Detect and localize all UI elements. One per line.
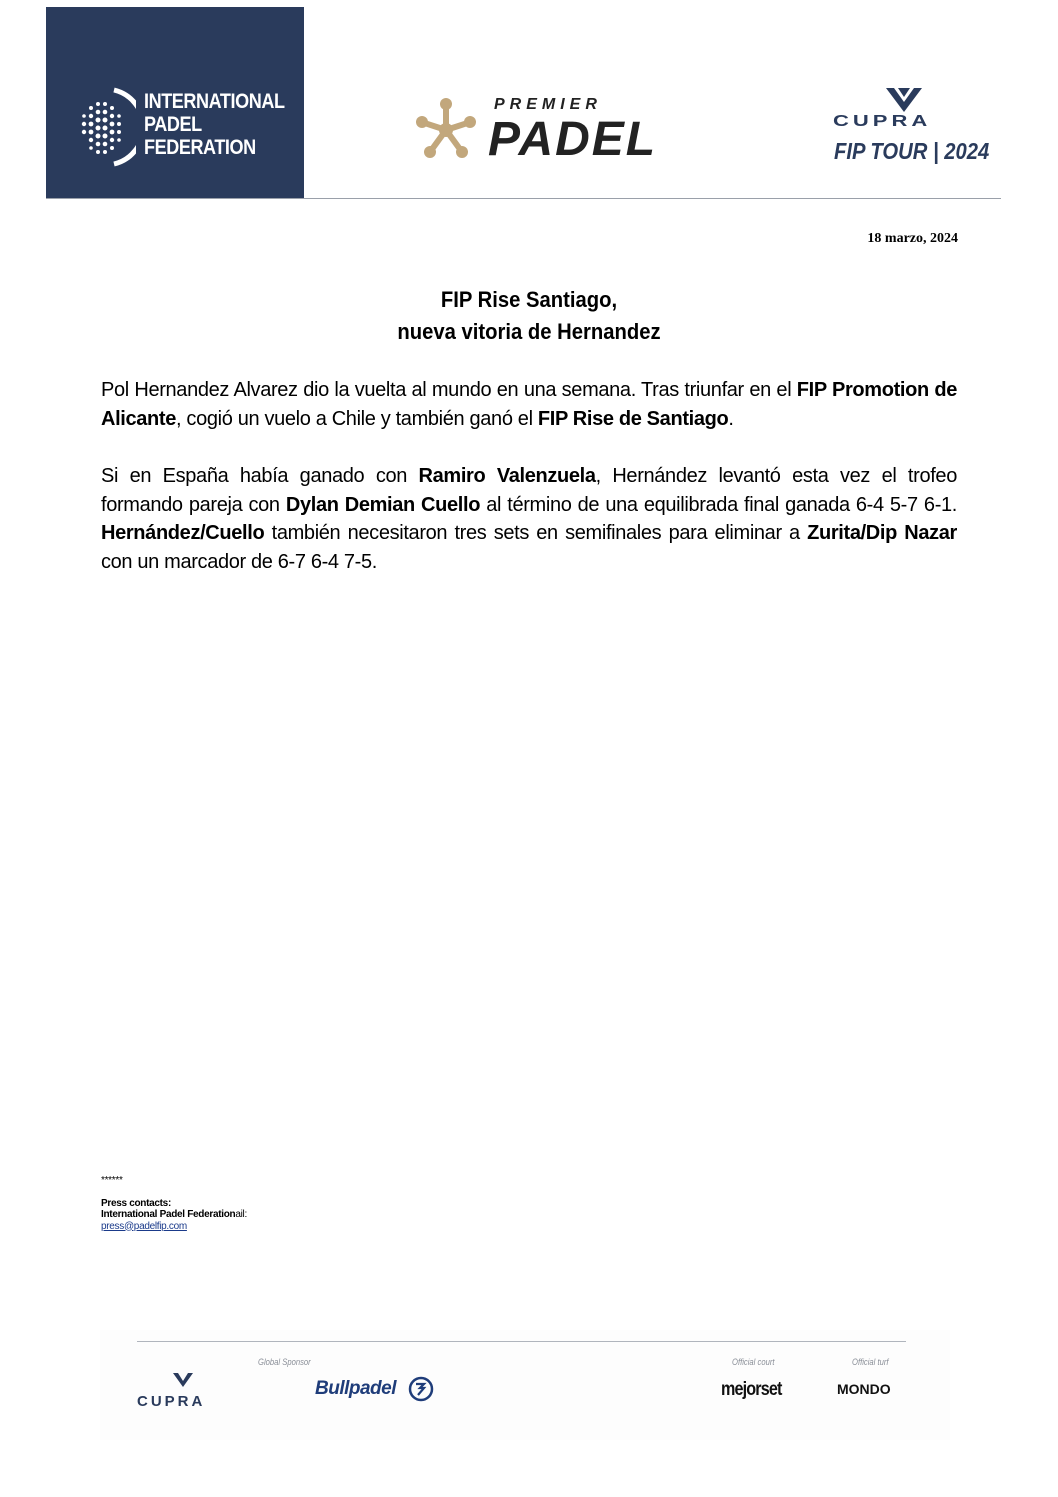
- official-court-label: Official court: [732, 1357, 775, 1367]
- p2-bold-4: Zurita/Dip Nazar: [807, 522, 957, 544]
- press-email-link[interactable]: press@padelfip.com: [101, 1220, 187, 1232]
- p2-text-4: también necesitaron tres sets en semifinales para eliminar a: [264, 522, 808, 544]
- cupra-footer-logo: CUPRA: [137, 1393, 206, 1410]
- official-turf-label: Official turf: [852, 1357, 889, 1367]
- global-sponsor-label: Global Sponsor: [258, 1357, 311, 1367]
- ipf-line-3: FEDERATION: [144, 136, 256, 159]
- ipf-line-2: PADEL: [144, 113, 202, 136]
- press-contacts: [101, 1175, 247, 1232]
- paragraph-2: [101, 462, 957, 576]
- p2-bold-3: Hernández/Cuello: [101, 522, 265, 544]
- header-divider: [46, 198, 1001, 199]
- p1-text-1: Pol Hernandez Alvarez dio la vuelta al mundo en una semana. Tras triunfar en el: [101, 379, 797, 401]
- p2-bold-2: Dylan Demian Cuello: [285, 493, 481, 516]
- paragraph-1: [101, 376, 957, 433]
- premier-label: PREMIER: [494, 96, 602, 113]
- ipf-line-1: INTERNATIONAL: [144, 90, 285, 113]
- title-line-2: nueva vitoria de Hernandez: [397, 319, 661, 344]
- press-stars: ******: [101, 1175, 123, 1186]
- fip-tour-label: FIP TOUR | 2024: [834, 138, 990, 164]
- press-release-date: 18 marzo, 2024: [867, 231, 958, 246]
- press-org: International Padel Federation: [101, 1209, 236, 1220]
- p2-text-5: con un marcador de 6-7 6-4 7-5.: [101, 550, 377, 573]
- mejorset-logo: mejorset: [721, 1379, 782, 1400]
- bullpadel-logo: Bullpadel: [315, 1378, 397, 1399]
- cupra-emblem-icon: [884, 86, 924, 114]
- p2-text-1: Si en España había ganado con: [101, 465, 419, 487]
- press-contacts-label: Press contacts:: [101, 1197, 171, 1209]
- p2-text-3: al término de una equilibrada final ganada 6-4 5-7 6-1.: [480, 493, 957, 516]
- p2-text-2: , Hernández levantó esta vez el trofeo formando pareja con: [101, 465, 957, 516]
- premier-padel-flower-icon: [412, 96, 480, 164]
- press-org-suffix: ail:: [235, 1209, 247, 1220]
- footer-divider: [137, 1341, 906, 1342]
- p1-bold-1: FIP Promotion de Alicante: [101, 379, 957, 430]
- article-title: [134, 284, 923, 348]
- p2-bold-1: Ramiro Valenzuela: [418, 465, 596, 487]
- bullpadel-emblem-icon: [408, 1376, 434, 1402]
- p1-text-3: .: [728, 407, 734, 430]
- title-line-1: FIP Rise Santiago,: [440, 287, 618, 312]
- ipf-ball-icon: [74, 86, 136, 168]
- p1-bold-2: FIP Rise de Santiago: [537, 407, 729, 430]
- cupra-wordmark: CUPRA: [833, 112, 932, 130]
- mondo-logo: MONDO: [837, 1381, 891, 1397]
- ipf-wordmark: [144, 90, 285, 159]
- cupra-footer-emblem-icon: [172, 1372, 194, 1388]
- sponsor-footer: [100, 1330, 950, 1440]
- padel-label: PADEL: [488, 113, 658, 166]
- p1-text-2: , cogió un vuelo a Chile y también ganó el: [176, 407, 538, 430]
